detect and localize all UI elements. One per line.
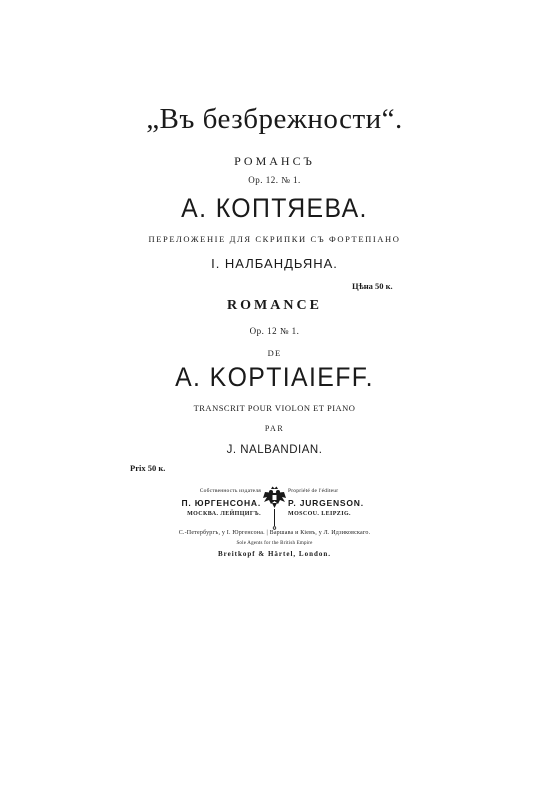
publisher-french <box>288 486 364 519</box>
publisher-branches: С.-Петербургъ, у I. Юргенсона. | Варшава и Кіевъ, у Л. Идзиковскаго. <box>178 530 371 536</box>
genre-russian: РОМАНСЪ <box>234 154 315 168</box>
opus-russian: Ор. 12. № 1. <box>248 175 301 185</box>
price-russian: Цѣна 50 к. <box>352 281 393 291</box>
publisher-name-french: P. JURGENSON. <box>288 498 364 508</box>
publisher-name-russian: П. ЮРГЕНСОНА. <box>181 498 261 508</box>
par-label: PAR <box>264 424 285 433</box>
imperial-eagle-icon <box>262 486 287 530</box>
genre-french: ROMANCE <box>227 298 322 313</box>
publisher-cities-french: MOSCOU. LEIPZIG. <box>288 511 351 517</box>
composer-russian: А. КОПТЯЕВА. <box>181 193 368 223</box>
composer-french: A. KOPTIAIEFF. <box>175 362 374 392</box>
opus-french: Op. 12 № 1. <box>249 326 300 336</box>
publisher-cities-russian: МОСКВА. ЛЕЙПЦИГЪ. <box>187 511 261 517</box>
de-label: DE <box>267 348 282 358</box>
publisher-agents: Sole Agents for the British Empire <box>236 541 313 546</box>
publisher-russian <box>182 486 261 519</box>
transcription-russian: ПЕРЕЛОЖЕНІЕ ДЛЯ СКРИПКИ СЪ ФОРТЕПІАНО <box>148 234 401 244</box>
price-french: Prix 50 к. <box>130 463 166 473</box>
publisher-london-agent: Breitkopf & Härtel, London. <box>217 550 331 558</box>
publisher-imprint <box>0 486 549 576</box>
arranger-french: J. NALBANDIAN. <box>226 444 323 456</box>
transcription-french: TRANSCRIT POUR VIOLON ET PIANO <box>193 403 356 413</box>
arranger-russian: I. НАЛБАНДЬЯНА. <box>211 256 338 271</box>
publisher-caption-russian: Собственность издателя <box>199 488 261 494</box>
song-title: „Въ безбрежности“. <box>146 103 403 135</box>
publisher-caption-french: Propriété de l'éditeur <box>288 488 339 494</box>
